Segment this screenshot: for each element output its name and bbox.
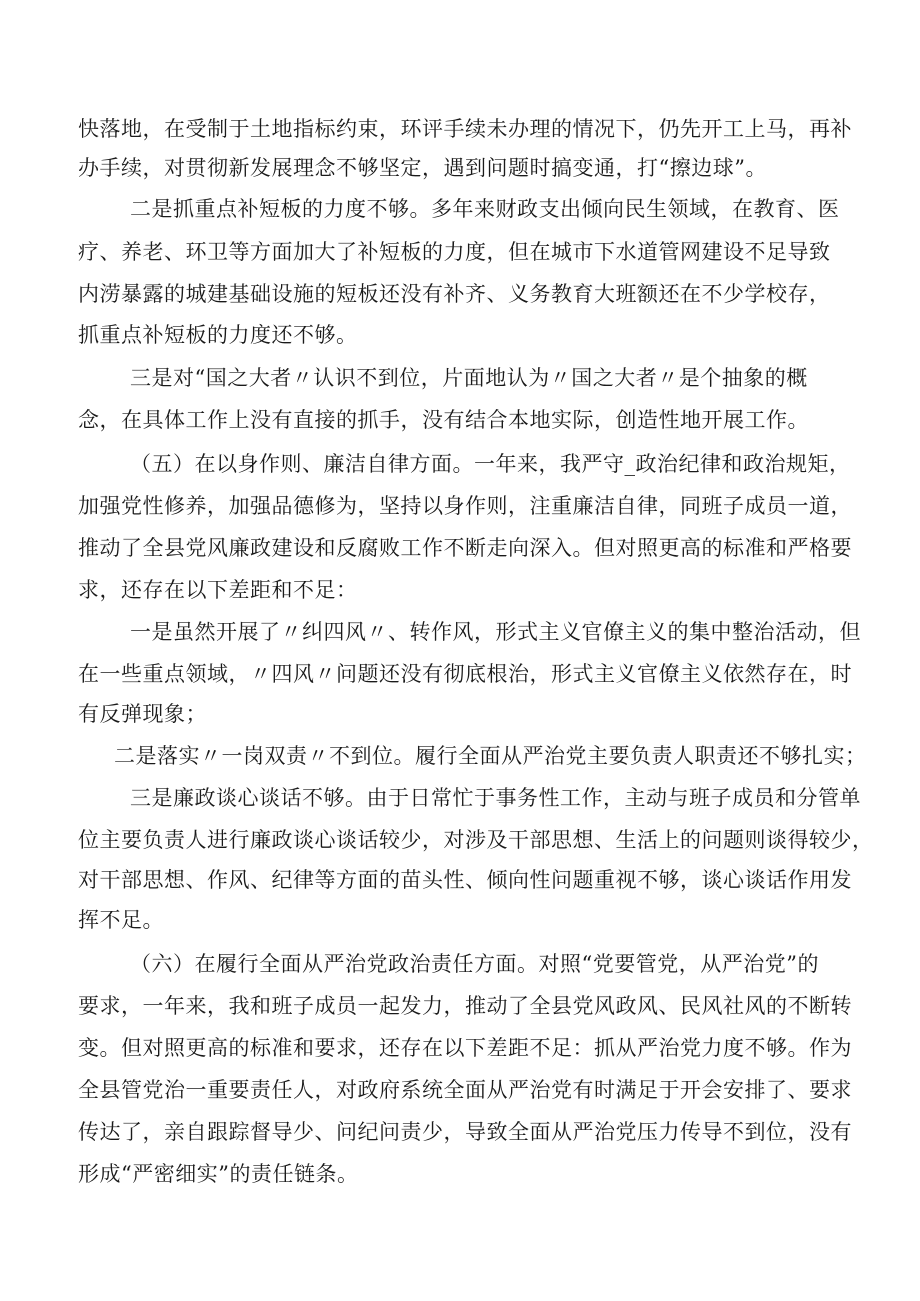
text-line: 传达了，亲自跟踪督导少、问纪问责少，导致全面从严治党压力传导不到位，没有 <box>78 1120 852 1144</box>
text-line: 一是虽然开展了〃纠四风〃、转作风，形式主义官僚主义的集中整治活动，但 <box>130 620 861 644</box>
text-line: 快落地，在受制于土地指标约束，环评手续未办理的情况下，仍先开工上马，再补 <box>78 117 852 141</box>
text-line: 对干部思想、作风、纪律等方面的苗头性、倾向性问题重视不够，谈心谈话作用发 <box>78 868 852 892</box>
text-line: 加强党性修养，加强品德修为，坚持以身作则，注重廉洁自律，同班子成员一道， <box>78 494 852 518</box>
text-line: 在一些重点领域，〃四风〃问题还没有彻底根治，形式主义官僚主义依然存在，时 <box>78 662 852 686</box>
text-line: 位主要负责人进行廉政谈心谈话较少，对涉及干部思想、生活上的问题则谈得较少， <box>78 828 874 852</box>
text-line: 全县管党治一重要责任人，对政府系统全面从严治党有时满足于开会安排了、要求 <box>78 1078 852 1102</box>
text-line: 推动了全县党风廉政建设和反腐败工作不断走向深入。但对照更高的标准和严格要 <box>78 536 852 560</box>
text-line: 形成“严密细实”的责任链条。 <box>78 1162 359 1186</box>
text-line: 变。但对照更高的标准和要求，还存在以下差距不足：抓从严治党力度不够。作为 <box>78 1036 852 1060</box>
section-heading-six: （六）在履行全面从严治党政治责任方面。对照“党要管党，从严治党”的 <box>130 952 819 976</box>
text-line: 内涝暴露的城建基础设施的短板还没有补齐、义务教育大班额还在不少学校存， <box>78 282 831 306</box>
text-line: 三是对“国之大者〃认识不到位，片面地认为〃国之大者〃是个抽象的概 <box>130 366 808 390</box>
text-line: 二是抓重点补短板的力度不够。多年来财政支出倾向民生领域，在教育、医 <box>130 197 840 221</box>
text-line: 办手续，对贯彻新发展理念不够坚定，遇到问题时搞变通，打“擦边球”。 <box>78 156 767 180</box>
text-line: 求，还存在以下差距和不足： <box>78 578 358 602</box>
section-heading-five: （五）在以身作则、廉洁自律方面。一年来，我严守_政治纪律和政治规矩， <box>130 452 851 476</box>
text-line: 念，在具体工作上没有直接的抓手，没有结合本地实际，创造性地开展工作。 <box>78 408 809 432</box>
text-line: 三是廉政谈心谈话不够。由于日常忙于事务性工作，主动与班子成员和分管单 <box>130 786 861 810</box>
text-line: 抓重点补短板的力度还不够。 <box>78 323 358 347</box>
text-line: 二是落实〃一岗双责〃不到位。履行全面从严治党主要负责人职责还不够扎实； <box>114 744 867 768</box>
text-line: 要求，一年来，我和班子成员一起发力，推动了全县党风政风、民风社风的不断转 <box>78 994 852 1018</box>
text-line: 疗、养老、环卫等方面加大了补短板的力度，但在城市下水道管网建设不足导致 <box>78 240 831 264</box>
text-line: 有反弹现象； <box>78 702 207 726</box>
text-line: 挥不足。 <box>78 908 164 932</box>
